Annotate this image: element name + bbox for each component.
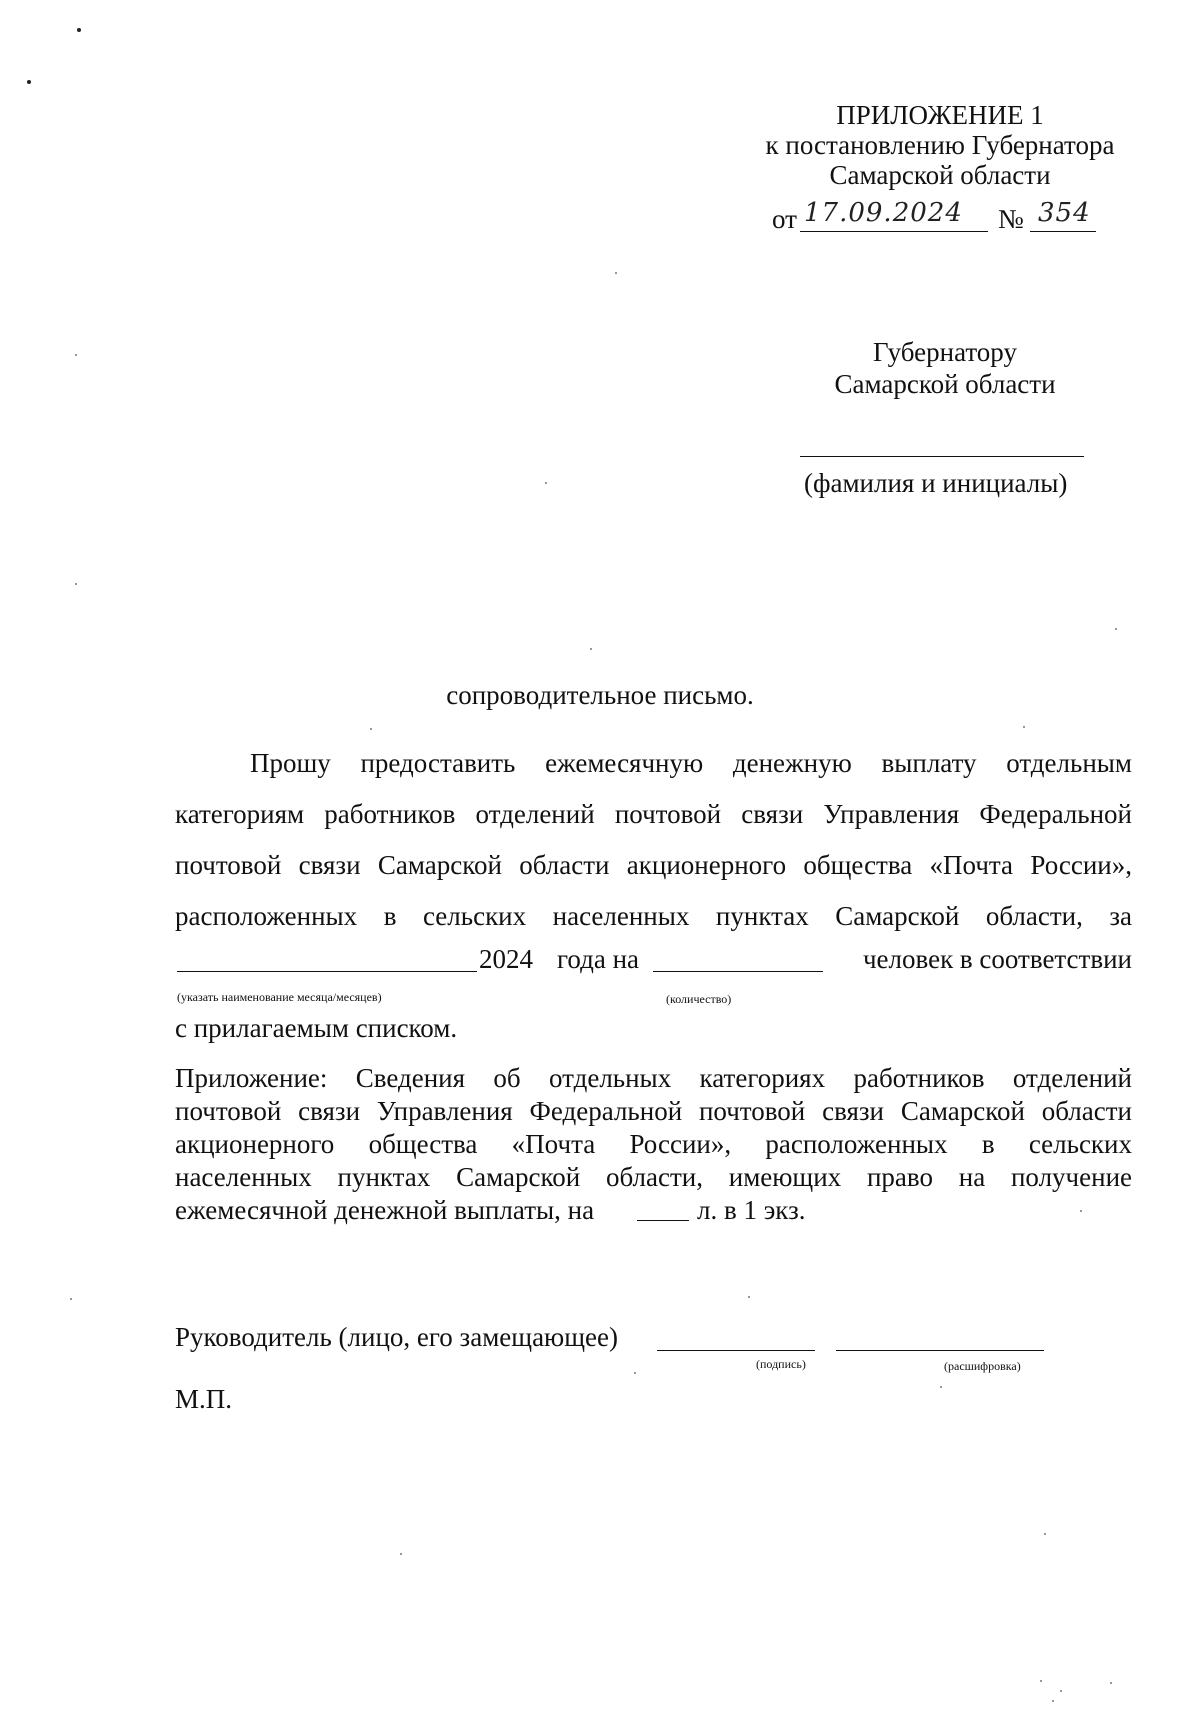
scan-speck bbox=[1040, 1680, 1042, 1682]
addressee-block bbox=[780, 336, 1110, 400]
scan-speck bbox=[545, 482, 547, 484]
attachment-line-5-start: ежемесячной денежной выплаты, на bbox=[175, 1195, 595, 1225]
scan-speck bbox=[590, 648, 592, 650]
scan-speck bbox=[940, 1386, 942, 1388]
paragraph-line-2: категориям работников отделений почтовой связи Управления Федеральной bbox=[175, 799, 1132, 829]
count-caption: (количество) bbox=[666, 992, 732, 1006]
scan-speck bbox=[27, 80, 31, 84]
count-blank[interactable] bbox=[653, 971, 823, 972]
scan-speck bbox=[75, 354, 77, 356]
year-suffix: года на bbox=[557, 944, 640, 974]
scan-speck bbox=[1023, 726, 1025, 728]
scan-speck bbox=[70, 1298, 72, 1300]
paragraph-last-line: с прилагаемым списком. bbox=[175, 1013, 458, 1043]
appendix-line2: к постановлению Губернатора bbox=[765, 130, 1115, 160]
attachment-line-4: населенных пунктах Самарской области, имеющих право на получение bbox=[175, 1162, 1132, 1192]
scan-speck bbox=[615, 272, 617, 274]
addressee-line2: Самарской области bbox=[834, 369, 1056, 399]
signature-caption: (подпись) bbox=[756, 1357, 806, 1371]
letter-heading: сопроводительное письмо. bbox=[446, 680, 754, 710]
date-underline bbox=[800, 231, 988, 232]
from-label: от bbox=[772, 204, 797, 234]
handwritten-number: 354 bbox=[1038, 198, 1091, 228]
attachment-line-5 bbox=[175, 1195, 875, 1229]
scan-speck bbox=[400, 1553, 402, 1555]
scan-speck bbox=[370, 728, 372, 730]
signature-line[interactable] bbox=[657, 1350, 815, 1351]
decode-line[interactable] bbox=[836, 1350, 1044, 1351]
scan-speck bbox=[1110, 1682, 1112, 1684]
attachment-line-2: почтовой связи Управления Федеральной почтовой связи Самарской области bbox=[175, 1096, 1132, 1126]
paragraph-line-3: почтовой связи Самарской области акционерного общества «Почта России», bbox=[175, 850, 1132, 880]
paragraph-line-1: Прошу предоставить ежемесячную денежную выплату отдельным bbox=[250, 748, 1132, 778]
scan-speck bbox=[634, 1372, 636, 1374]
addressee-name-caption: (фамилия и инициалы) bbox=[804, 468, 1068, 498]
scan-speck bbox=[1052, 1700, 1054, 1702]
month-blank[interactable] bbox=[177, 971, 477, 972]
addressee-line1: Губернатору bbox=[873, 337, 1017, 367]
scan-speck bbox=[1044, 1533, 1046, 1535]
appendix-title: ПРИЛОЖЕНИЕ 1 bbox=[836, 100, 1044, 130]
scan-speck bbox=[748, 1296, 750, 1298]
paragraph-line-4: расположенных в сельских населенных пунктах Самарской области, за bbox=[175, 901, 1132, 931]
attachment-line-1: Приложение: Сведения об отдельных категориях работников отделений bbox=[175, 1063, 1132, 1093]
appendix-header bbox=[740, 100, 1140, 190]
paragraph-line-5 bbox=[175, 944, 1132, 978]
scan-speck bbox=[77, 28, 81, 32]
handwritten-date: 17.09.2024 bbox=[804, 198, 963, 228]
year-text: 2024 bbox=[479, 944, 533, 974]
paragraph-line-5-end: человек в соответствии bbox=[862, 944, 1132, 974]
appendix-line3: Самарской области bbox=[829, 160, 1051, 190]
scan-speck bbox=[1115, 628, 1117, 630]
signature-label: Руководитель (лицо, его замещающее) bbox=[175, 1322, 618, 1352]
addressee-name-line bbox=[800, 456, 1084, 457]
attachment-line-3: акционерного общества «Почта России», расположенных в сельских bbox=[175, 1129, 1132, 1159]
sheets-blank[interactable] bbox=[637, 1220, 689, 1221]
month-caption: (указать наименование месяца/месяцев) bbox=[177, 990, 382, 1004]
scan-speck bbox=[1080, 1210, 1082, 1212]
number-underline bbox=[1030, 231, 1096, 232]
stamp-place: М.П. bbox=[175, 1384, 233, 1414]
number-label: № bbox=[998, 204, 1024, 234]
scan-speck bbox=[1060, 1690, 1062, 1692]
appendix-date-row bbox=[772, 198, 1132, 236]
scan-speck bbox=[75, 583, 77, 585]
attachment-line-5-end: л. в 1 экз. bbox=[697, 1195, 806, 1225]
decode-caption: (расшифровка) bbox=[944, 1359, 1021, 1373]
